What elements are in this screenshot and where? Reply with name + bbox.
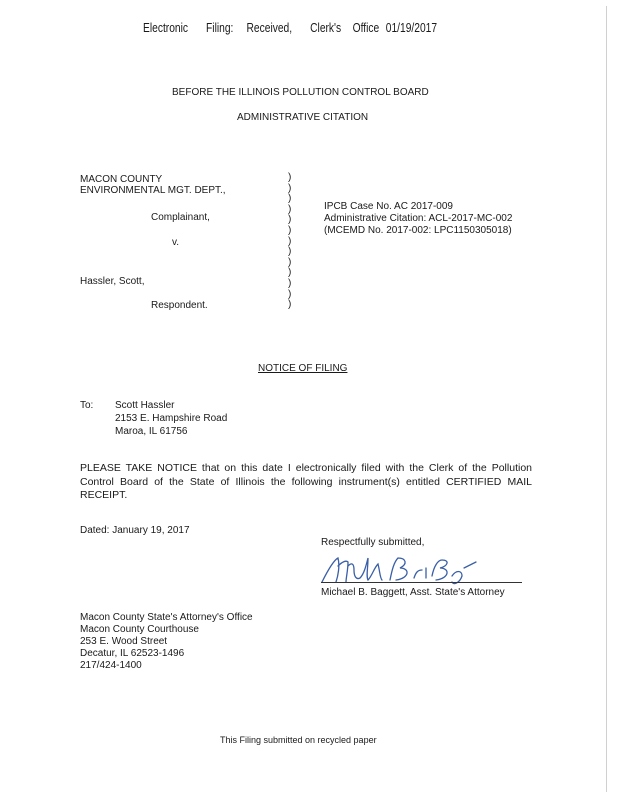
- paren: ): [288, 267, 292, 279]
- office-line-2: Macon County Courthouse: [80, 624, 199, 635]
- stamp-word-1: Electronic: [143, 21, 189, 35]
- paren: ): [288, 277, 292, 289]
- recipient-city: Maroa, IL 61756: [115, 426, 188, 437]
- to-label: To:: [80, 400, 94, 411]
- paren: ): [288, 246, 292, 258]
- paren: ): [288, 182, 292, 194]
- paren: ): [288, 256, 292, 268]
- paren: ): [288, 193, 292, 205]
- paren: ): [288, 235, 292, 247]
- recycled-paper-note: This Filing submitted on recycled paper: [220, 735, 377, 745]
- paren: ): [288, 214, 292, 226]
- office-line-3: 253 E. Wood Street: [80, 636, 168, 647]
- office-line-1: Macon County State's Attorney's Office: [80, 612, 253, 623]
- paren: ): [288, 172, 292, 183]
- stamp-word-3: Received,: [246, 21, 293, 35]
- dated-line: Dated: January 19, 2017: [80, 525, 190, 536]
- recipient-name: Scott Hassler: [115, 400, 175, 411]
- respondent-role: Respondent.: [151, 300, 208, 311]
- filing-stamp-header: [143, 21, 437, 35]
- signature-line: [321, 582, 522, 583]
- complainant-line-2: ENVIRONMENTAL MGT. DEPT.,: [80, 185, 226, 196]
- paren: ): [288, 299, 292, 311]
- recipient-street: 2153 E. Hampshire Road: [115, 413, 228, 424]
- notice-body: PLEASE TAKE NOTICE that on this date I electronically filed with the Clerk of the Pollution Control Board of the State of Illinois the following instrument(s) entitled CERTIFIED MAIL RECEIPT.: [80, 462, 532, 501]
- citation-title: ADMINISTRATIVE CITATION: [237, 112, 369, 123]
- paren: ): [288, 224, 292, 236]
- complainant-line-1: MACON COUNTY: [80, 174, 163, 185]
- office-line-4: Decatur, IL 62523-1496: [80, 648, 185, 659]
- versus: v.: [172, 237, 180, 248]
- stamp-date: 01/19/2017: [385, 21, 438, 35]
- notice-heading: NOTICE OF FILING: [258, 363, 348, 374]
- administrative-citation-number: Administrative Citation: ACL-2017-MC-002: [324, 213, 513, 224]
- respondent-name: Hassler, Scott,: [80, 276, 145, 287]
- respectfully-submitted: Respectfully submitted,: [321, 537, 425, 548]
- mcemd-number: (MCEMD No. 2017-002: LPC1150305018): [324, 225, 512, 236]
- stamp-word-4: Clerk's: [310, 21, 342, 35]
- page-edge-divider: [606, 6, 607, 792]
- stamp-word-2: Filing:: [206, 21, 234, 35]
- office-phone: 217/424-1400: [80, 660, 142, 671]
- signer-name: Michael B. Baggett, Asst. State's Attorney: [321, 587, 505, 598]
- paren: ): [288, 288, 292, 300]
- caption-parens: [288, 173, 291, 311]
- paren: ): [288, 203, 292, 215]
- stamp-word-5: Office: [352, 21, 380, 35]
- board-title: BEFORE THE ILLINOIS POLLUTION CONTROL BOARD: [172, 87, 429, 98]
- complainant-role: Complainant,: [151, 212, 210, 223]
- case-number: IPCB Case No. AC 2017-009: [324, 201, 453, 212]
